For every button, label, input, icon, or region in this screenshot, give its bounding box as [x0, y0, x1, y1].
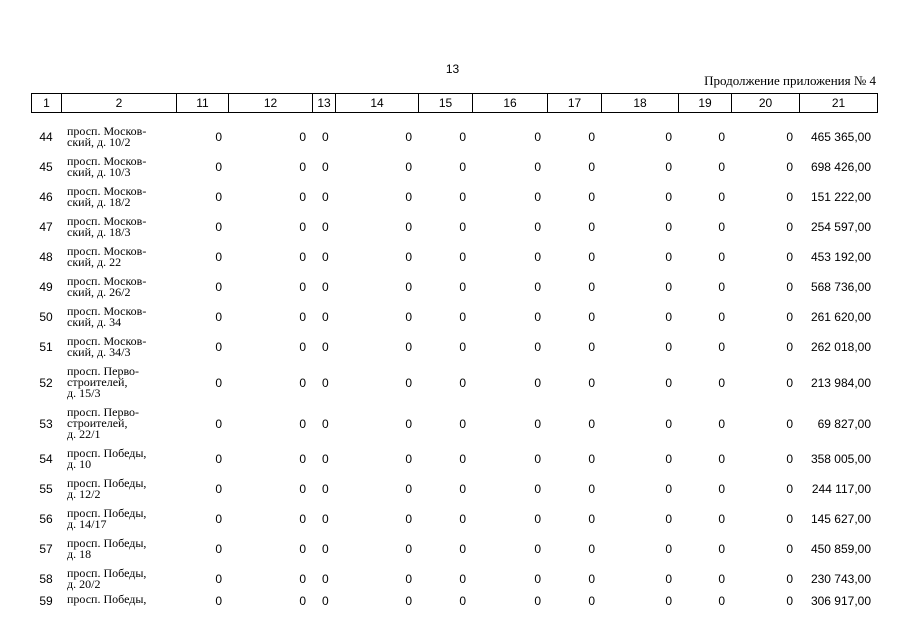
- row-value: 0: [405, 220, 412, 234]
- row-value: 0: [718, 512, 725, 526]
- row-value: 0: [588, 310, 595, 324]
- table-row: [31, 212, 877, 242]
- row-value: 0: [718, 594, 725, 608]
- row-value: 0: [322, 310, 329, 324]
- row-value: 0: [718, 572, 725, 586]
- row-value: 0: [786, 130, 793, 144]
- row-total: 261 620,00: [810, 310, 871, 324]
- data-table: [31, 122, 877, 612]
- row-value: 0: [786, 482, 793, 496]
- row-total: 69 827,00: [817, 416, 871, 431]
- row-address: просп. Победы, д. 20/2: [67, 566, 147, 591]
- column-header: 17: [548, 94, 602, 113]
- row-value: 0: [459, 250, 466, 264]
- row-value: 0: [534, 452, 541, 466]
- row-value: 0: [665, 130, 672, 144]
- row-value: 0: [459, 130, 466, 144]
- row-value: 0: [459, 572, 466, 586]
- row-address: просп. Москов- ский, д. 18/2: [67, 184, 147, 209]
- row-address: просп. Победы, д. 12/2: [67, 476, 147, 501]
- row-value: 0: [588, 512, 595, 526]
- row-value: 0: [718, 375, 725, 390]
- row-value: 0: [299, 542, 306, 556]
- column-header: 20: [732, 94, 800, 113]
- row-value: 0: [405, 482, 412, 496]
- row-total: 244 117,00: [811, 482, 871, 496]
- row-value: 0: [405, 250, 412, 264]
- row-address: просп. Москов- ский, д. 18/3: [67, 214, 147, 239]
- row-value: 0: [459, 482, 466, 496]
- column-header: 18: [602, 94, 679, 113]
- column-header: 13: [313, 94, 336, 113]
- row-value: 0: [534, 416, 541, 431]
- row-value: 0: [405, 375, 412, 390]
- row-number: 48: [39, 250, 53, 264]
- table-row: [31, 242, 877, 272]
- row-value: 0: [534, 340, 541, 354]
- row-value: 0: [786, 250, 793, 264]
- row-value: 0: [665, 250, 672, 264]
- row-value: 0: [718, 250, 725, 264]
- row-value: 0: [322, 512, 329, 526]
- row-value: 0: [718, 220, 725, 234]
- row-address: просп. Перво- строителей, д. 22/1: [67, 405, 140, 441]
- row-value: 0: [405, 280, 412, 294]
- row-total: 306 917,00: [810, 594, 871, 608]
- row-address: просп. Победы, д. 14/17: [67, 506, 147, 531]
- row-value: 0: [322, 572, 329, 586]
- header-row: [32, 94, 878, 113]
- row-value: 0: [322, 190, 329, 204]
- row-value: 0: [534, 130, 541, 144]
- row-value: 0: [588, 130, 595, 144]
- row-value: 0: [718, 130, 725, 144]
- row-value: 0: [588, 594, 595, 608]
- column-header: 16: [473, 94, 548, 113]
- row-number: 54: [39, 452, 53, 466]
- row-value: 0: [588, 160, 595, 174]
- row-value: 0: [405, 594, 412, 608]
- row-total: 465 365,00: [810, 130, 871, 144]
- row-value: 0: [534, 280, 541, 294]
- row-value: 0: [322, 160, 329, 174]
- row-value: 0: [459, 280, 466, 294]
- row-value: 0: [665, 220, 672, 234]
- column-header: 11: [177, 94, 229, 113]
- table-header: [31, 93, 878, 113]
- row-value: 0: [405, 416, 412, 431]
- table-row: [31, 444, 877, 474]
- row-number: 46: [39, 190, 53, 204]
- row-value: 0: [405, 160, 412, 174]
- row-value: 0: [588, 190, 595, 204]
- row-value: 0: [215, 220, 222, 234]
- row-value: 0: [786, 375, 793, 390]
- row-value: 0: [322, 250, 329, 264]
- row-value: 0: [534, 160, 541, 174]
- row-total: 151 222,00: [810, 190, 871, 204]
- row-value: 0: [459, 190, 466, 204]
- row-address: просп. Москов- ский, д. 10/2: [67, 124, 147, 149]
- row-value: 0: [665, 512, 672, 526]
- row-value: 0: [718, 542, 725, 556]
- row-value: 0: [299, 375, 306, 390]
- row-value: 0: [299, 452, 306, 466]
- continuation-note: Продолжение приложения № 4: [704, 73, 876, 88]
- column-header: 19: [679, 94, 732, 113]
- row-value: 0: [588, 280, 595, 294]
- row-value: 0: [459, 594, 466, 608]
- row-value: 0: [588, 340, 595, 354]
- row-value: 0: [665, 340, 672, 354]
- row-value: 0: [718, 482, 725, 496]
- row-value: 0: [215, 482, 222, 496]
- row-number: 53: [39, 416, 53, 431]
- row-value: 0: [718, 160, 725, 174]
- row-value: 0: [299, 220, 306, 234]
- table-row: [31, 362, 877, 403]
- row-value: 0: [459, 542, 466, 556]
- row-address: просп. Москов- ский, д. 22: [67, 244, 147, 269]
- table-row: [31, 534, 877, 564]
- row-value: 0: [299, 160, 306, 174]
- row-value: 0: [718, 310, 725, 324]
- row-value: 0: [534, 250, 541, 264]
- row-number: 51: [39, 340, 53, 354]
- column-header: 14: [336, 94, 419, 113]
- row-value: 0: [534, 572, 541, 586]
- column-header: 1: [32, 94, 62, 113]
- row-address: просп. Москов- ский, д. 10/3: [67, 154, 147, 179]
- row-value: 0: [665, 190, 672, 204]
- row-value: 0: [215, 542, 222, 556]
- row-total: 568 736,00: [810, 280, 871, 294]
- row-value: 0: [322, 280, 329, 294]
- row-total: 213 984,00: [810, 375, 871, 390]
- row-address: просп. Победы, д. 18: [67, 536, 147, 561]
- row-value: 0: [215, 160, 222, 174]
- row-value: 0: [215, 340, 222, 354]
- table-row: [31, 182, 877, 212]
- row-address: просп. Победы,: [67, 592, 147, 606]
- row-value: 0: [534, 482, 541, 496]
- row-number: 56: [39, 512, 53, 526]
- row-value: 0: [215, 572, 222, 586]
- row-value: 0: [299, 572, 306, 586]
- row-value: 0: [299, 512, 306, 526]
- table-row: [31, 272, 877, 302]
- row-value: 0: [588, 482, 595, 496]
- row-value: 0: [534, 220, 541, 234]
- table-row: [31, 564, 877, 594]
- page-number: 13: [445, 62, 460, 76]
- table-row: [31, 474, 877, 504]
- row-value: 0: [215, 280, 222, 294]
- row-value: 0: [215, 190, 222, 204]
- row-value: 0: [786, 310, 793, 324]
- row-total: 254 597,00: [810, 220, 871, 234]
- row-value: 0: [588, 542, 595, 556]
- row-value: 0: [322, 452, 329, 466]
- row-value: 0: [405, 340, 412, 354]
- row-value: 0: [322, 542, 329, 556]
- row-value: 0: [786, 542, 793, 556]
- row-value: 0: [786, 416, 793, 431]
- table-row: [31, 122, 877, 152]
- table-row: [31, 152, 877, 182]
- row-value: 0: [459, 310, 466, 324]
- row-value: 0: [299, 190, 306, 204]
- row-address: просп. Победы, д. 10: [67, 446, 147, 471]
- row-total: 450 859,00: [810, 542, 871, 556]
- table-row: [31, 504, 877, 534]
- row-value: 0: [665, 160, 672, 174]
- row-value: 0: [459, 340, 466, 354]
- row-value: 0: [459, 375, 466, 390]
- column-header: 21: [800, 94, 878, 113]
- column-header: 12: [229, 94, 313, 113]
- row-value: 0: [215, 512, 222, 526]
- row-value: 0: [215, 310, 222, 324]
- row-value: 0: [299, 310, 306, 324]
- row-value: 0: [322, 220, 329, 234]
- row-value: 0: [459, 452, 466, 466]
- row-value: 0: [215, 250, 222, 264]
- row-value: 0: [786, 280, 793, 294]
- row-value: 0: [322, 130, 329, 144]
- row-value: 0: [665, 482, 672, 496]
- row-value: 0: [299, 416, 306, 431]
- row-value: 0: [718, 190, 725, 204]
- row-total: 698 426,00: [810, 160, 871, 174]
- row-value: 0: [786, 160, 793, 174]
- row-number: 59: [39, 594, 53, 608]
- row-value: 0: [534, 512, 541, 526]
- row-value: 0: [459, 220, 466, 234]
- row-total: 262 018,00: [810, 340, 871, 354]
- row-value: 0: [665, 416, 672, 431]
- row-value: 0: [718, 416, 725, 431]
- row-value: 0: [588, 416, 595, 431]
- column-header: 15: [419, 94, 473, 113]
- row-value: 0: [718, 452, 725, 466]
- row-address: просп. Москов- ский, д. 34: [67, 304, 147, 329]
- row-value: 0: [322, 340, 329, 354]
- row-value: 0: [786, 340, 793, 354]
- row-address: просп. Москов- ский, д. 26/2: [67, 274, 147, 299]
- row-address: просп. Перво- строителей, д. 15/3: [67, 364, 140, 400]
- row-value: 0: [588, 452, 595, 466]
- row-total: 453 192,00: [810, 250, 871, 264]
- row-value: 0: [405, 542, 412, 556]
- row-number: 55: [39, 482, 53, 496]
- row-total: 230 743,00: [810, 572, 871, 586]
- row-number: 58: [39, 572, 53, 586]
- row-value: 0: [588, 250, 595, 264]
- column-header: 2: [62, 94, 177, 113]
- row-number: 52: [39, 375, 53, 390]
- row-value: 0: [588, 220, 595, 234]
- row-value: 0: [405, 190, 412, 204]
- row-value: 0: [299, 280, 306, 294]
- row-number: 45: [39, 160, 53, 174]
- row-value: 0: [534, 594, 541, 608]
- row-value: 0: [322, 416, 329, 431]
- row-number: 57: [39, 542, 53, 556]
- row-value: 0: [299, 482, 306, 496]
- row-value: 0: [665, 280, 672, 294]
- row-value: 0: [215, 130, 222, 144]
- row-value: 0: [215, 452, 222, 466]
- row-value: 0: [322, 375, 329, 390]
- row-value: 0: [588, 375, 595, 390]
- table-row: [31, 594, 877, 612]
- row-value: 0: [459, 416, 466, 431]
- row-value: 0: [299, 340, 306, 354]
- row-number: 44: [39, 130, 53, 144]
- row-value: 0: [405, 130, 412, 144]
- row-value: 0: [459, 160, 466, 174]
- table-row: [31, 332, 877, 362]
- row-value: 0: [718, 340, 725, 354]
- row-total: 358 005,00: [810, 452, 871, 466]
- row-value: 0: [665, 452, 672, 466]
- row-value: 0: [459, 512, 466, 526]
- row-value: 0: [786, 190, 793, 204]
- row-address: просп. Москов- ский, д. 34/3: [67, 334, 147, 359]
- row-value: 0: [786, 512, 793, 526]
- row-value: 0: [588, 572, 595, 586]
- row-value: 0: [786, 220, 793, 234]
- row-value: 0: [665, 375, 672, 390]
- row-value: 0: [786, 452, 793, 466]
- row-value: 0: [405, 572, 412, 586]
- row-value: 0: [534, 190, 541, 204]
- table-row: [31, 403, 877, 444]
- row-number: 50: [39, 310, 53, 324]
- row-number: 49: [39, 280, 53, 294]
- row-value: 0: [322, 594, 329, 608]
- row-value: 0: [405, 512, 412, 526]
- row-value: 0: [786, 572, 793, 586]
- row-value: 0: [665, 572, 672, 586]
- row-value: 0: [534, 375, 541, 390]
- row-total: 145 627,00: [810, 512, 871, 526]
- row-value: 0: [299, 250, 306, 264]
- row-value: 0: [534, 542, 541, 556]
- row-value: 0: [665, 594, 672, 608]
- row-number: 47: [39, 220, 53, 234]
- row-value: 0: [786, 594, 793, 608]
- row-value: 0: [665, 542, 672, 556]
- row-value: 0: [534, 310, 541, 324]
- row-value: 0: [405, 452, 412, 466]
- row-value: 0: [665, 310, 672, 324]
- row-value: 0: [215, 594, 222, 608]
- table-row: [31, 302, 877, 332]
- row-value: 0: [299, 594, 306, 608]
- row-value: 0: [718, 280, 725, 294]
- row-value: 0: [215, 416, 222, 431]
- row-value: 0: [405, 310, 412, 324]
- row-value: 0: [299, 130, 306, 144]
- row-value: 0: [322, 482, 329, 496]
- row-value: 0: [215, 375, 222, 390]
